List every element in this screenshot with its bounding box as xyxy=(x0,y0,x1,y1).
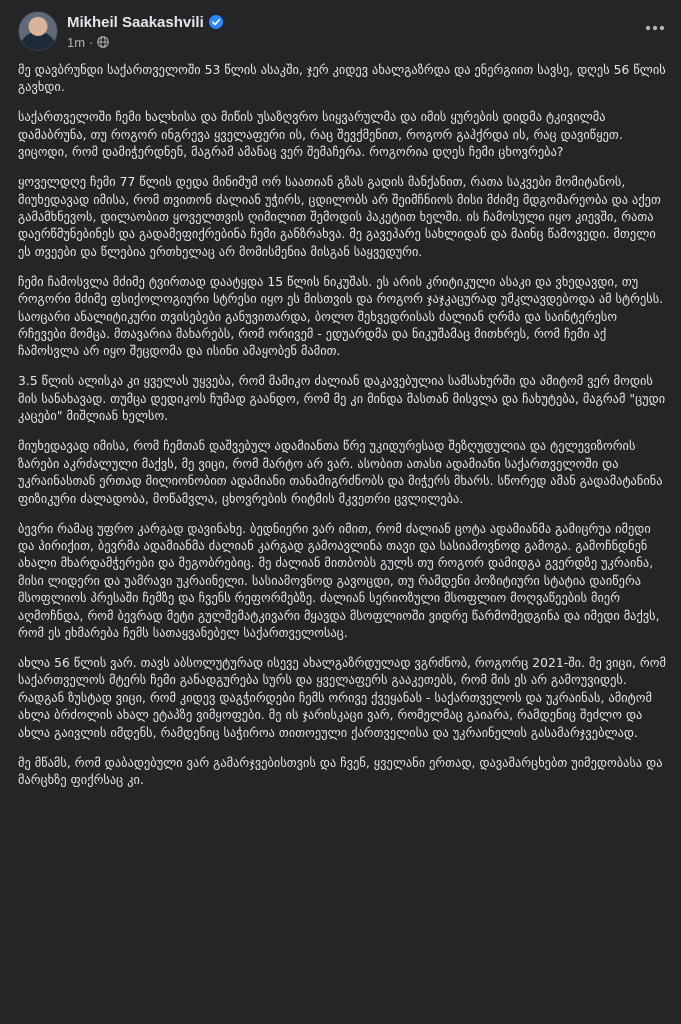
post-paragraph-5: 3.5 წლის ალისკა კი ყველას უყვება, რომ მამიკო ძალიან დაკავებულია სამსახურში და ამიტომ ვერ მოდის მის სანახავად. თუმცა დედიკოს ჩუმად გაანდო, რომ მე კი მინდა მასთან მისვლა და ჩახუტება, მაგრამ "ცუდი კაცები" მიშლიან ხელსო. xyxy=(18,374,666,424)
post-paragraph-1: მე დავბრუნდი საქართველოში 53 წლის ასაკში, ჯერ კიდევ ახალგაზრდა და ენერგიით სავსე, დღეს 56 წლის გავხდი. xyxy=(18,63,666,95)
post-paragraph-7: ბევრი რამაც უფრო კარგად დავინახე. ბედნიერი ვარ იმით, რომ ძალიან ცოტა ადამიანმა გამიცრუა იმედი და პირიქით, ბევრმა ადამიანმა ძალიან კარგად გამოავლინა თავი და სასიამოვნოდ გამოგა. გამოჩნდნენ ახალი მხარდამჭერები და მეგობრებიც. მე ძალიან მითბობს გულს თუ როგორ დამიდგა გვერდზე უკრაინა, მისი ლიდერი და უამრავი უკრაინელი. სასიამოვნოდ გავოცდი, თუ რამდენი პოზიტიური სტატია დაიწერა მსოფლიოს პრესაში ჩემზე და ჩვენს რეფორმებზე. ძალიან სერიოზული მსოფლიო მოღვაწეების მიერ აღმოჩნდა, რომ ბევრად მეტი გულშემატკივარი მყავდა მსოფლიოში ვიდრე წარმომედგინა და იმედი მაქვს, რომ ეს ეხმარება ჩემს სათაყვანებელ საქართველოსაც. xyxy=(18,521,660,640)
post-paragraph-6: მიუხედავად იმისა, რომ ჩემთან დაშვებულ ადამიანთა წრე უკიდურესად შეზღუდულია და ტელევიზორის ზარები აკრძალული მაქვს, მე ვიცი, რომ მარტო არ ვარ. ასობით ათასი ადამიანი საქართველოში და უკრაინასთან ერთად მილიონობით ადამიანი თანამიგრძნობს და მიჭერს მხარს. სწორედ ამან გადამატანინა ფიზიკური ძალადობა, მოწამვლა, ცხოვრების რიტმის მკვეთრი ცვლილება. xyxy=(18,439,663,506)
post-body xyxy=(18,62,666,802)
author-name[interactable]: Mikheil Saakashvili xyxy=(67,13,204,31)
post-meta xyxy=(67,34,109,50)
author-avatar[interactable] xyxy=(18,11,58,51)
more-options-icon xyxy=(645,25,665,31)
post-paragraph-8: ახლა 56 წლის ვარ. თავს აბსოლუტურად ისევე ახალგაზრდულად ვგრძნობ, როგორც 2021-ში. მე ვიცი, რომ საქართველოს მტერს ჩემი განადგურება სურს და ყველაფერს გააკეთებს, რომ მის ეს არ გამოუვიდეს. რადგან ზუსტად ვიცი, რომ კიდევ დაგჭირდები ჩემს ორივე ქვეყანას - საქართველოს და უკრაინას, ამიტომ ახლა ბრძოლის ახალ ეტაპზე ვიმყოფები. მე ის ჯარისკაცი ვარ, რომელმაც გაიარა, რამდენიც შეძლო და ახლა გაივლის იმდენს, რამდენიც საჭიროა თითოეული ქართველისა და უკრაინელის გასამარჯვებლად. xyxy=(18,655,666,740)
post-header xyxy=(0,0,681,60)
post-paragraph-2: საქართველოში ჩემი ხალხისა და მიწის უსაზღვრო სიყვარულმა და იმის ყურების დიდმა ტკივილმა დამაბრუნა, თუ როგორ ინგრევა ყველაფერი ის, რაც შევქმენით, როგორ გაჰქრდა ის, რაც დავიწყეთ. ვიცოდი, რომ დამიჭერდნენ, მაგრამ ამანაც ვერ შემაჩერა. როგორია დღეს ჩემი ცხოვრება? xyxy=(18,110,623,160)
meta-separator: · xyxy=(89,34,94,50)
post-paragraph-9: მე მწამს, რომ დაბადებული ვარ გამარჯვებისთვის და ჩვენ, ყველანი ერთად, დავამარცხებთ უიმედობასა და მარცხზე ფიქრსაც კი. xyxy=(18,755,663,787)
globe-icon[interactable] xyxy=(97,36,109,48)
verified-badge-icon xyxy=(209,15,223,29)
author-line xyxy=(67,12,223,32)
post-paragraph-3: ყოველდღე ჩემი 77 წლის დედა მინიმუმ ორ საათიან გზას გადის მანქანით, რათა საკვები მომიტანოს, მიუხედავად იმისა, რომ თვითონ ძალიან უჭირს, ცდილობს არ შეიმჩნიოს მისი მძიმე მდგომარეობა და აქეთ გამამხნევოს, დილაობით ყოველთვის ღიმილით შემოდის პაკეტით ხელში. ის ჩამოსული იყო კიევში, რათა დაერწმუნებინეს და გადამეფიქრებინა ჩემი განზრახვა. მე გავეპარე სახლიდან და მაინც წამოვედი. მთელი ეს თვეები და წლებია ერთხელაც არ მომისმენია მისგან საყვედური. xyxy=(18,175,661,259)
post-timestamp[interactable]: 1m xyxy=(67,34,86,50)
more-options-button[interactable] xyxy=(637,10,673,46)
post-paragraph-4: ჩემი ჩამოსვლა მძიმე ტვირთად დაატყდა 15 წლის ნიკუშას. ეს არის კრიტიკული ასაკი და ვხედავდი, თუ როგორი მძიმე ფსიქოლოგიური სტრესი იყო ეს მისთვის და როგორ ჯაჯკაცურად უმკლავდებოდა ამ სტრესს. საოცარი ანალიტიკური თვისებები განუვითარდა, ბოლო შეხვედრისას ძალიან ღრმა და საინტერესო რჩევები მომცა. მთავარია მახარებს, რომ ორივემ - ედუარდმა და ნიკუშამაც მითხრეს, რომ ჩემი აქ ჩამოსვლა არ იყო შეცდომა და ისინი ამაყობენ მამით. xyxy=(18,274,664,359)
